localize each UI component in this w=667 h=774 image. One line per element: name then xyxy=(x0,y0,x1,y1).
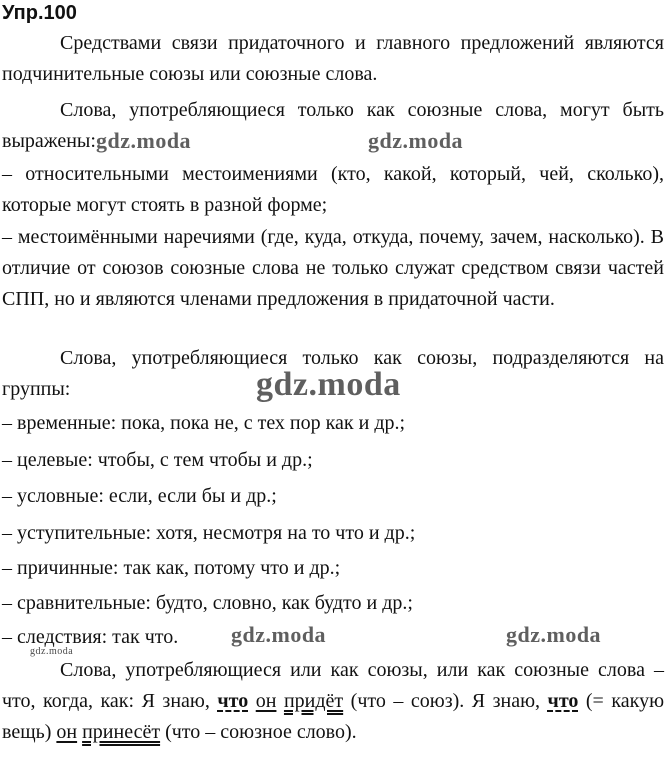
space xyxy=(248,690,256,712)
watermark-small: gdz.moda xyxy=(30,646,74,657)
examples-mid-text: (что – союз). Я знаю, xyxy=(343,690,548,712)
example-word-chto-2: что xyxy=(547,690,579,712)
paragraph-examples xyxy=(2,655,664,748)
watermark: gdz.moda xyxy=(256,366,401,403)
group-item-temporal: – временные: пока, пока не, с тех пор как и др.; xyxy=(2,412,406,434)
paragraph-relative-pronouns: – относительными местоимениями (кто, какой, который, чей, сколько), которые могут стоять в разной форме; xyxy=(2,163,664,216)
paragraph-conjunctions-groups: Слова, употребляющиеся только как союзы, подразделяются на группы: xyxy=(2,347,664,400)
group-item-concessive: – уступительные: хотя, несмотря на то что и др.; xyxy=(2,522,416,544)
paragraph-conjunctive-words: Слова, употребляющиеся только как союзные слова, могут быть выражены: xyxy=(2,99,664,152)
example-word-on-2: он xyxy=(56,721,78,743)
examples-end-text: (что – союзное слово). xyxy=(160,721,357,743)
example-word-chto-1: что xyxy=(217,690,249,712)
paragraph-means-of-connection: Средствами связи придаточного и главного предложений являются подчинительные союзы или союзные слова. xyxy=(2,32,664,85)
group-item-consequence: – следствия: так что. xyxy=(2,626,179,648)
example-word-pridet: придёт xyxy=(283,690,344,712)
examples-mid-text-2: (= какую вещь) xyxy=(2,690,665,743)
group-item-purpose: – целевые: чтобы, с тем чтобы и др.; xyxy=(2,449,313,471)
group-item-causal: – причинные: так как, потому что и др.; xyxy=(2,557,341,579)
space xyxy=(276,690,284,712)
paragraph-pronominal-adverbs: – местоимёнными наречиями (где, куда, откуда, почему, зачем, насколько). В отличие от союзов союзные слова не только служат средством связи частей СПП, но и являются членами предложения в придаточной части. xyxy=(2,226,664,310)
example-word-prineset: принесёт xyxy=(82,721,161,743)
example-word-on-1: он xyxy=(255,690,277,712)
examples-lead-text: Слова, употребляющиеся или как союзы, или как союзные слова – что, когда, как: Я знаю, xyxy=(2,659,664,712)
watermark: gdz.moda xyxy=(96,128,192,153)
watermark: gdz.moda xyxy=(506,622,602,647)
watermark: gdz.moda xyxy=(231,622,327,647)
exercise-title: Упр.100 xyxy=(2,2,77,24)
group-item-conditional: – условные: если, если бы и др.; xyxy=(2,485,277,507)
group-item-comparative: – сравнительные: будто, словно, как будто и др.; xyxy=(2,592,413,614)
watermark: gdz.moda xyxy=(368,128,464,153)
